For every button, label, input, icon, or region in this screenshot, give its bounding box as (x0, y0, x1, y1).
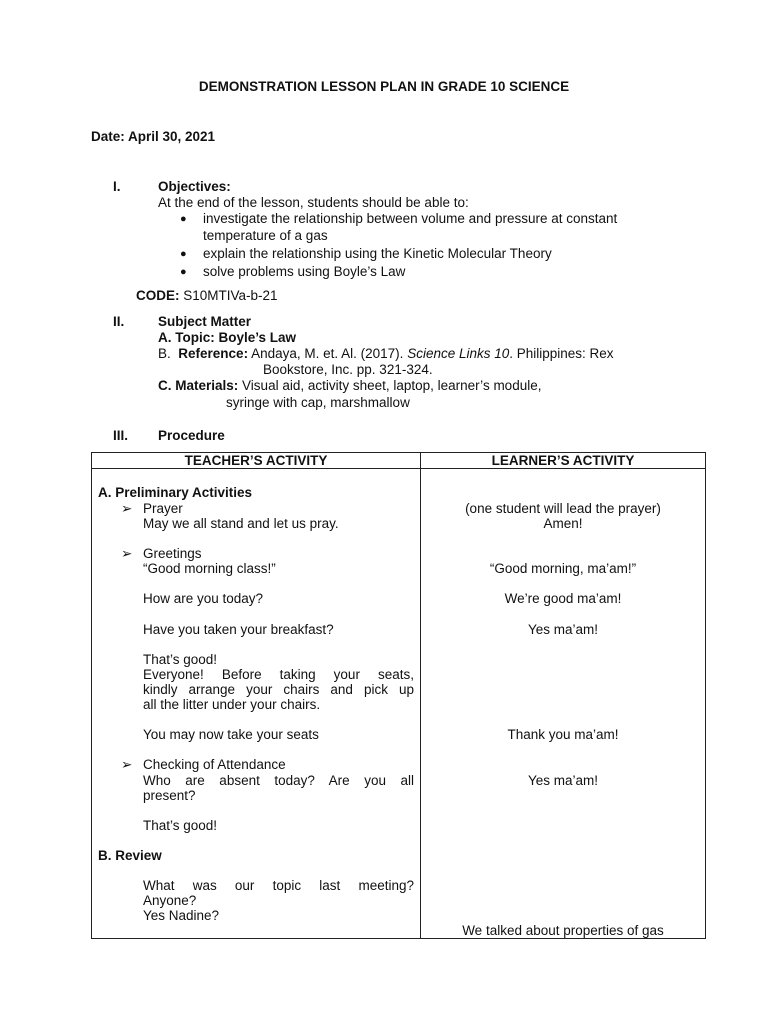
subject-heading: Subject Matter (158, 314, 252, 329)
objectives-heading: Objectives: (158, 179, 231, 194)
learner-prayer: (one student will lead the prayer) (465, 501, 661, 516)
procedure-heading: Procedure (158, 428, 225, 443)
page-title: DEMONSTRATION LESSON PLAN IN GRADE 10 SCIENCE (198, 79, 570, 94)
materials-line2: syringe with cap, marshmallow (226, 395, 410, 410)
review-heading: B. Review (98, 848, 162, 863)
learner-good-morning: “Good morning, ma’am!” (489, 561, 637, 576)
topic-question-line-1: What was our topic last meeting? (143, 878, 414, 893)
lesson-date: Date: April 30, 2021 (91, 129, 216, 144)
preliminary-heading: A. Preliminary Activities (98, 485, 253, 500)
subject-topic: A. Topic: Boyle’s Law (158, 330, 297, 345)
learner-activity-header: LEARNER’S ACTIVITY (421, 453, 706, 469)
reference-book-title: Science Links 10 (407, 346, 510, 361)
bullet-icon: ● (180, 248, 187, 260)
arrow-bullet-icon: ➢ (121, 546, 133, 561)
objective-item-cont: temperature of a gas (203, 228, 328, 243)
reference-label: Reference: (178, 346, 249, 361)
teacher-activity-column (92, 469, 420, 938)
arrow-bullet-icon: ➢ (121, 757, 133, 772)
bullet-icon: ● (180, 266, 187, 278)
objective-item: investigate the relationship between volume and pressure at constant (203, 211, 618, 226)
objective-item: explain the relationship using the Kinetic Molecular Theory (203, 246, 552, 261)
learner-amen: Amen! (543, 516, 583, 531)
objectives-intro: At the end of the lesson, students should be able to: (158, 195, 469, 210)
arrow-bullet-icon: ➢ (121, 501, 133, 516)
reference-line2: Bookstore, Inc. pp. 321-324. (263, 362, 433, 377)
thats-good-line: That’s good! (143, 652, 218, 667)
learner-activity-column (421, 469, 705, 938)
procedure-numeral: III. (113, 428, 129, 443)
code-value: S10MTIVa-b-21 (183, 288, 278, 303)
greeting-line: “Good morning class!” (143, 561, 276, 576)
absent-line-1: Who are absent today? Are you all (143, 773, 414, 788)
learner-review-answer: We talked about properties of gas (462, 923, 664, 938)
materials-text: Visual aid, activity sheet, laptop, learner’s module, (242, 378, 542, 393)
subject-reference (158, 346, 614, 361)
procedure-table (91, 452, 706, 939)
take-seats-line: You may now take your seats (143, 727, 319, 742)
thats-good-line-2: That’s good! (143, 818, 218, 833)
subject-materials (158, 378, 541, 393)
prayer-line: May we all stand and let us pray. (143, 516, 339, 531)
reference-text: Andaya, M. et. Al. (2017). (251, 346, 404, 361)
code-label: CODE: (136, 288, 180, 303)
learner-thank-you: Thank you ma’am! (507, 727, 619, 742)
attendance-label: Checking of Attendance (143, 757, 286, 772)
materials-label: C. Materials: (158, 378, 239, 393)
teacher-activity-header: TEACHER’S ACTIVITY (92, 453, 421, 469)
topic-question-line-2: Anyone? (143, 893, 197, 908)
everyone-line-3: all the litter under your chairs. (143, 697, 321, 712)
topic-question-line-3: Yes Nadine? (143, 908, 220, 923)
reference-tail: . Philippines: Rex (509, 346, 614, 361)
learner-were-good: We’re good ma’am! (504, 591, 622, 606)
how-are-you-line: How are you today? (143, 591, 264, 606)
prayer-label: Prayer (143, 501, 183, 516)
code-line (136, 288, 278, 303)
objective-item: solve problems using Boyle’s Law (203, 264, 406, 279)
greetings-label: Greetings (143, 546, 202, 561)
learner-yes-attendance: Yes ma’am! (527, 773, 599, 788)
subject-numeral: II. (113, 314, 125, 329)
objectives-numeral: I. (113, 179, 121, 194)
bullet-icon: ● (180, 213, 187, 225)
breakfast-line: Have you taken your breakfast? (143, 622, 334, 637)
everyone-line-1: Everyone! Before taking your seats, (143, 667, 414, 682)
everyone-line-2: kindly arrange your chairs and pick up (143, 682, 414, 697)
reference-letter: B. (158, 346, 171, 361)
absent-line-2: present? (143, 788, 196, 803)
learner-yes-breakfast: Yes ma’am! (527, 622, 599, 637)
